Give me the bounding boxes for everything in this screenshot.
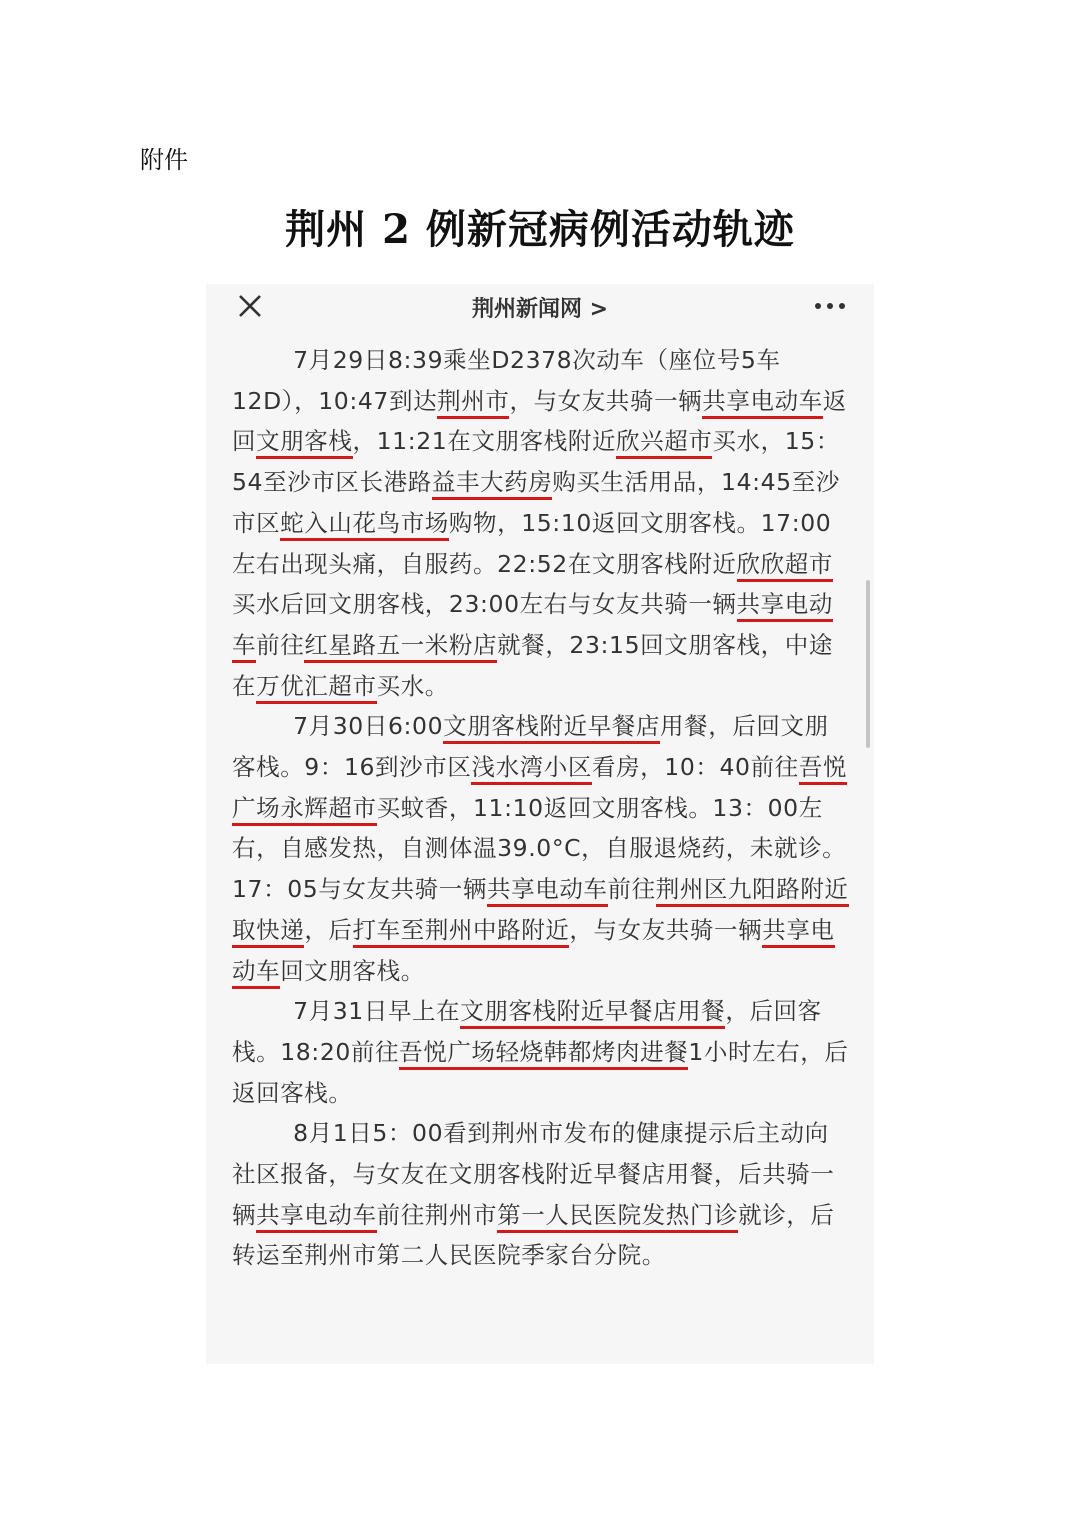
paragraph-text: 就诊，后转运至荆州市第二人民医院季家台分院。	[232, 1200, 835, 1270]
underlined-location: 欣兴超市	[616, 427, 712, 459]
paragraph-text: 用餐，后回文朋客栈。9：16到沙市区	[232, 712, 829, 782]
paragraph-text: 前往	[256, 630, 305, 659]
paragraph-text: ，后	[304, 915, 353, 944]
paragraph-text: ，与女友共骑一辆	[569, 915, 763, 944]
attachment-label: 附件	[140, 146, 188, 174]
underlined-location: 文朋客栈附近早餐店用餐	[460, 997, 725, 1029]
underlined-location: 吾悦广场轻烧韩都烤肉进餐	[399, 1038, 688, 1070]
article-screenshot	[206, 284, 874, 1364]
paragraph-text: 回文朋客栈。	[280, 956, 425, 985]
underlined-location: 万优汇超市	[256, 672, 377, 704]
paragraph-text: 买水，15：54至沙市区长港路	[232, 427, 840, 497]
paragraph-text: 返回	[232, 386, 847, 456]
underlined-location: 益丰大药房	[432, 468, 553, 500]
paragraph-text: 就餐，23:15回文朋客栈，中途在	[232, 630, 833, 700]
underlined-location: 荆州区九阳路附近取快递	[232, 875, 849, 948]
paragraph-text: 7月31日早上在	[293, 997, 461, 1026]
paragraph-text: 买水后回文朋客栈，23:00左右与女友共骑一辆	[232, 590, 737, 619]
underlined-location: 浅水湾小区	[471, 753, 592, 785]
paragraph-text: 7月29日8:39乘坐D2378次动车（座位号5车12D），10:47到达	[232, 346, 781, 415]
article-paragraph	[232, 340, 852, 706]
paragraph-text: 购买生活用品，14:45至沙市区	[232, 468, 840, 537]
paragraph-text: 看房，10：40前往	[591, 753, 799, 782]
underlined-location: 共享电动车	[232, 590, 833, 663]
paragraph-text: 买蚊香，11:10返回文朋客栈。13：00左右，自感发热，自测体温39.0°C，自服退烧药，未就诊。17：05与女友共骑一辆	[232, 793, 847, 904]
paragraph-text: ，11:21在文朋客栈附近	[352, 427, 617, 456]
paragraph-text: 1小时左右，后返回客栈。	[232, 1037, 849, 1107]
paragraph-text: 前往	[607, 875, 656, 904]
underlined-location: 共享电动车	[232, 916, 835, 989]
underlined-location: 欣欣超市	[737, 550, 833, 582]
article-body	[232, 340, 852, 1276]
underlined-location: 文朋客栈附近早餐店	[443, 712, 660, 744]
paragraph-text: 前往荆州市	[376, 1200, 498, 1229]
underlined-location: 第一人民医院发热门诊	[497, 1201, 738, 1233]
paragraph-text: ，与女友共骑一辆	[509, 386, 703, 415]
paragraph-text: 7月30日6:00	[293, 712, 444, 741]
article-paragraph	[232, 991, 852, 1113]
underlined-location: 蛇入山花鸟市场	[280, 509, 449, 541]
underlined-location: 打车至荆州中路附近	[353, 916, 570, 948]
source-title[interactable]: 荆州新闻网 >	[471, 297, 609, 322]
article-paragraph	[232, 706, 852, 991]
top-bar	[206, 284, 874, 330]
underlined-location: 文朋客栈	[256, 427, 352, 459]
underlined-location: 共享电动车	[256, 1201, 377, 1233]
scrollbar[interactable]	[866, 580, 870, 748]
underlined-location: 荆州市	[437, 387, 509, 419]
article-paragraph	[232, 1113, 852, 1276]
underlined-location: 共享电动车	[702, 387, 823, 419]
document-title: 荆州 2 例新冠病例活动轨迹	[285, 206, 795, 253]
paragraph-text: 购物，15:10返回文朋客栈。17:00左右出现头痛，自服药。22:52在文朋客栈附近	[232, 508, 832, 578]
underlined-location: 共享电动车	[487, 875, 608, 907]
paragraph-text: 8月1日5：00看到荆州市发布的健康提示后主动向社区报备，与女友在文朋客栈附近早餐店用餐，后共骑一辆	[232, 1119, 835, 1229]
paragraph-text: 买水。	[376, 671, 449, 700]
more-dots-icon[interactable]	[812, 296, 848, 316]
underlined-location: 吾悦广场永辉超市	[232, 753, 847, 826]
paragraph-text: ，后回客栈。18:20前往	[232, 997, 822, 1066]
underlined-location: 红星路五一米粉店	[304, 631, 497, 663]
